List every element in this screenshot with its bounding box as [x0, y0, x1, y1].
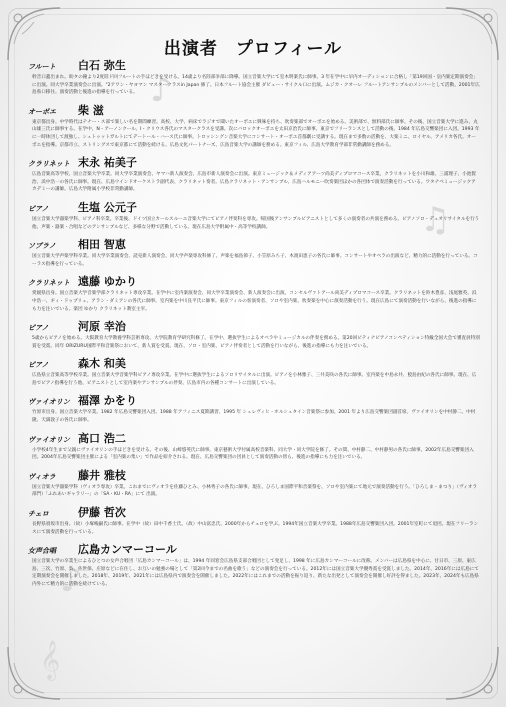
performer-header: [28, 356, 480, 372]
performer-name: 高口 浩二: [78, 431, 126, 445]
performer-header: [28, 393, 480, 409]
performer-bio: 国立音楽大学声楽学科卒業。同大学卒業演奏会、読売新人演奏会、同大学声楽専攻科修了。声楽を福島節子、小笠原みち子、木渡田恵子の各氏に師事。コンサートやオペラの出演など、精力的に活動を行っている。コーラス指導を行っている。: [32, 254, 478, 267]
performer-bio: 広島県立音楽高等学校卒業。国立音楽大学音楽学科ピアノ専攻卒業。在学中に選抜学生によるソロリサイタルに出演。ピアノを小林雅子、三井美咲の各氏に師事。室内楽を中島永井、鮫島由紀の各氏に師事。現在、広島でピアノ指導を行う他、ピアニストとして室内楽やアンサンブルの伴奏、広島市内の各種コンサートに出演している。: [32, 373, 477, 386]
performer-bio: 広島音楽高等学校、国立音楽大学卒業。同大学卒業演奏会、ヤマハ新人演奏会、広島市新人演奏会に出演。東京ミュージック＆メディアアーツ尚美ディプロマコース卒業。クラリネットを小川和雄、三浦理子、小池賢治、浜中浩一の各氏に師事。現在、広島ウインドオーケストラ副代表、クラリネット奏者。広島クラリネット・アンサンブル、広島ハルモニー吹奏楽団ほかの各団体で演奏活動を行っている。ワタナベミュージックアカデミーの講師。広島大学附属小学校非常勤講師。: [32, 172, 476, 193]
performer-role: クラリネット: [28, 159, 70, 169]
performer-bio: 長野県須坂市出身。（故）小塚峻嗣氏に師事。在学中（故）田中千香士氏、（故）中山富忠氏、2000年からチェロを学ぶ。1994年国立音楽大学卒業。1988年広島交響楽団入団。2001年室町にて退団。現在フリーランスにて演奏活動を行っている。: [32, 522, 479, 535]
performer-name: 福澤 かをり: [78, 394, 137, 408]
performer-name: 相田 智恵: [78, 238, 126, 252]
music-note-icon: ♫: [420, 200, 451, 240]
performer-entry: [28, 155, 480, 194]
performer-entry: [28, 274, 480, 313]
performer-role: 女声合唱: [28, 546, 56, 556]
performer-entry: [28, 58, 480, 97]
performer-role: ソプラノ: [28, 241, 56, 251]
performer-entry: [28, 431, 480, 462]
music-note-icon: ♪: [150, 70, 172, 110]
corner-ornament-icon: [442, 643, 502, 703]
performer-entry: [28, 505, 480, 536]
performer-entry: [28, 103, 480, 149]
performer-header: [28, 58, 480, 74]
performer-header: [28, 319, 480, 335]
music-note-icon: ♪: [60, 560, 82, 600]
page-title: 出演者 プロフィール: [163, 39, 343, 59]
performer-entry: [28, 542, 480, 588]
performer-name: 藤井 雅枝: [78, 468, 126, 482]
performer-name: 遠藤 ゆかり: [78, 275, 137, 289]
performer-header: [28, 103, 480, 119]
performer-name: 森木 和美: [78, 357, 126, 371]
performer-role: ピアノ: [28, 360, 49, 370]
performer-bio: 幹音口蓋出まれ。助タの鐘より2度陸ド回フルートの手ほどきを受ける。14歳より名陸部争部に降導。国立音楽大学にて室木明楽氏に師事。3 年在学中に早内オーディションに合格し「第19回国・皇内楽定期演奏会」に出演。同大学卒業演奏会に出演。"2アワン・ヤヨマン マスタークラスin Japan 修了。日本フルート協会主催 ダビュー・サイクル口に出演。ムジカ・クオーレ フルートアンサンブルのメンバーとして活動。2001年広島県口移住。演奏活動と後進の指導を行っている。: [32, 75, 480, 96]
performer-name: 広島カンマーコール: [78, 543, 177, 557]
performer-header: [28, 505, 480, 521]
performer-bio: 小学校4年生まで父親にヴァイオリンの手ほどきを受ける。その後、山崎悠英氏に師事。東京藝術大学付属高校音楽科、同大学・同大学院を修了。その間、中村静二、中村静男の各氏に師事。2002年広島交響楽団入団。2004年広島交響楽団主催による「室内楽の集い」で作品を紹介される。現在、広島交響楽団の団員として演奏活動の傍ら、後進の指導にも力を注いでいる。: [32, 447, 474, 461]
performer-bio: 5歳からピアノを始める。大阪教育大学教養学科芸術専攻、大学院教育学研究科修了。在学中、選抜学生によるオペラやミュージカルの伴奏を務める。第20回ピティナピアノコンペティション特級全国大会で審査員特別賞を受賞。同年 ORIZURU国際平和音楽祭において、新人賞を受賞。現在、ソロ・室内楽、ピアノ伴奏者として活動を行いながら、後進の指導にも力を注いでいる。: [32, 336, 480, 349]
performer-header: [28, 155, 480, 171]
performer-bio: 国立音楽大学の卒業生によるひとつの女声合唱団「広島カンマーコール」は、1994 年同窓会広島県支部合唱団として発足し、1998 年に広島カンマーコールに改称。メンバーは広島県を中心に、甘日市、三原、東広島、三次、竹原、呉、佐世保、庄原などに在住し、お互いの勉強の場として「第2回今までの名曲を歌う」などの演奏会を行っている。2012年には国立音楽大学優秀賞を受賞しました。2014年、2016年には広島にて定期演奏会を開催しました。2018年、2019年、2021年には広島県内で演奏会を開催しました。2022年にはこれまでの活動を振り返り、新たな出発として演奏会を開催し好評を得ました。2023年、2024年も広島県内外にて精力的に活動を続けている。: [32, 559, 479, 587]
performer-entry: [28, 356, 480, 387]
performer-header: [28, 542, 480, 558]
performer-role: チェロ: [28, 509, 49, 519]
performer-list: [28, 58, 480, 595]
performer-header: [28, 468, 480, 484]
performer-bio: 竹原市出身。国立音楽大学卒業。1982 年広島交響楽団入団。1988 年アフィニス夏期講習、1995 年 シュレヴィヒ・ホルシュタイン音楽祭に参加。2001 年より広島交響楽団副首席。ヴァイオリンを中村静二、中村隆、天満敦子の各氏に師事。: [32, 410, 476, 424]
performer-bio: 東京都出身。中学時代はテナー・ス部で楽しい名を期間練習。高校、大学、病床でラジオで聞いたオーボエに興味を持ち、吹奏楽部でオーボエを始める。美術部で、無料部氏に師事。その後、国立音楽大学に進み、丸山雄三氏に師事する。在学中、N・アーノンクール、I・クリウス各氏のマスタークラスを受講。次にバロックオーボエを太田京治氏に師事。東京でフリーランスとして活動の後、1984 年広島交響楽団に入団。1993 年に一時休団して渡独し、シュトゥットガルトにてデートール・ハース氏に師事。トロッシングン音楽大学にコンサート・オーボエ首都劇に受講する。現在まで多数の活動を、大楽ミニ、ロイヤル、アメリカ各氏。オーボエを指導。京都市立、ストリングスで東京都にて活動を続ける。広島文化パートナーズ、広島音楽大学の講師を務める。東京フィル、広島大学教育学部非常勤講師を務める。: [32, 119, 480, 148]
performer-role: オーボエ: [28, 106, 56, 116]
performer-entry: [28, 393, 480, 424]
performer-bio: 国立音楽大学器楽学科、ピアノ科卒業。卒業後、ドイツ国立カールスルーエ音楽大学にてピアノ伴奏科を専攻。帰国後アンサンブルピアニストとして多くの演奏者の共演を務める。ピアノソロ・デュオリサイタルを行う他、声楽・器楽・合唱などのアンサンブルなど、多様な分野で活動している。現在広島大学附属中・高等学校講師。: [32, 216, 480, 230]
performer-name: 柴 滋: [78, 103, 104, 117]
performer-role: フルート: [28, 62, 56, 71]
performer-header: [28, 274, 480, 290]
performer-header: [28, 431, 480, 447]
performer-role: ピアノ: [28, 203, 49, 213]
performer-name: 生塩 公元子: [78, 200, 137, 214]
performer-entry: [28, 237, 480, 268]
performer-role: ヴァイオリン: [28, 434, 70, 444]
performer-bio: 愛媛県出身。国立音楽大学音楽学部クラリネット専攻卒業。在学中に室内楽演奏会、同大学卒業演奏会、新人演奏会に出演。コンセルヴァトアール尚美ディプロマコース卒業。クラリネットを鈴木豊彦、浅尾雅英、浜中浩一、ギィ・ドゥプリュ、アラン・ダミアンの各氏に師事。室内楽を中川良平氏に師事。東京フィルの客演奏者、ソロや室内楽、吹奏楽を中心に演奏活動を行う。現在広島にて演奏活動を行いながら、後進の指導にも力を注いでいる。楽団 ゆかり クラリネット教室主宰。: [32, 291, 477, 312]
performer-bio: 国立音楽大学器楽学科（ヴィオラ専攻）卒業。これまでにヴィオラを佐藤ひとみ、小林秀子の各氏に師事。現在、ひろしま国際平和音楽祭を、ソロや室内楽にて地元で演奏活動を行う。「ひろしま・まつり」（ヴィオラ部門）「ふれあいギャラリー」の「SA・KU・RA」にて 出演。: [32, 484, 478, 498]
performer-role: クラリネット: [28, 278, 70, 288]
performer-entry: [28, 319, 480, 350]
performer-name: 白石 弥生: [78, 59, 126, 72]
performer-role: ヴィオラ: [28, 471, 56, 481]
performer-name: 末永 祐美子: [78, 156, 137, 170]
performer-entry: [28, 468, 480, 499]
performer-role: ピアノ: [28, 323, 49, 333]
treble-clef-icon: 𝄞: [40, 640, 61, 680]
performer-name: 河原 幸治: [78, 320, 126, 334]
performer-entry: [28, 200, 480, 231]
performer-name: 伊藤 哲次: [78, 506, 126, 520]
performer-header: [28, 237, 480, 253]
performer-role: ヴァイオリン: [28, 397, 70, 407]
performer-header: [28, 200, 480, 216]
